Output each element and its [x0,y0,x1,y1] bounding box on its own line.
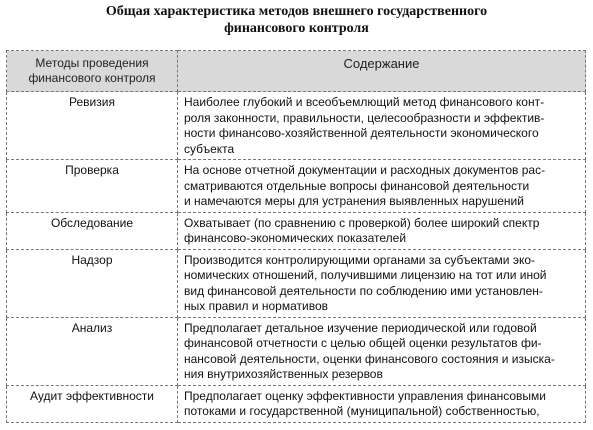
document-title [0,3,593,37]
table-header-row [7,51,586,92]
content-line: потоками и государственной (муниципальной) собственностью, [184,404,540,418]
content-line: финансовой отчетности с целью общей оценки результатов фи- [184,336,542,350]
content-line: Предполагает оценку эффективности управления финансовыми [184,388,547,403]
method-cell: Аудит эффективности [7,385,178,422]
header-methods-line-2: финансового контроля [28,71,156,85]
table-row [7,385,586,422]
table-row [7,92,586,160]
content-line: и намечаются меры для устранения выявленных нарушений [184,194,524,208]
document-title-line-2: финансового контроля [224,21,369,36]
content-line: Охватывает (по сравнению с проверкой) более широкий спектр [184,215,540,230]
content-line: Наиболее глубокий и всеобъемлющий метод финансового конт- [184,95,545,109]
content-cell [178,160,586,213]
method-cell: Обследование [7,212,178,249]
content-cell [178,385,586,422]
content-line: вид финансовой деятельности по соблюдению ими установлен- [184,283,543,298]
method-cell: Ревизия [7,92,178,160]
content-line: Производится контролирующими органами за субъектами эко- [184,252,535,267]
methods-table [6,50,586,423]
table-row [7,249,586,317]
content-line: финансово-экономических показателей [184,231,407,245]
header-content: Содержание [178,51,586,92]
method-cell: Надзор [7,249,178,317]
method-cell: Анализ [7,317,178,385]
content-cell [178,92,586,160]
content-line: сматриваются отдельные вопросы финансовой деятельности [184,178,530,193]
content-cell [178,212,586,249]
content-line: На основе отчетной документации и расходных документов рас- [184,163,546,177]
content-cell [178,249,586,317]
document-title-line-1: Общая характеристика методов внешнего государственного [105,4,488,19]
content-line: нансовой деятельности, оценки финансового состояния и изыска- [184,351,555,366]
method-cell: Проверка [7,160,178,213]
table-row [7,212,586,249]
content-line: ных правил и нормативов [184,299,329,313]
content-line: ности финансово-хозяйственной деятельности экономического [184,126,539,140]
content-line: ния внутрихозяйственных резервов [184,367,383,381]
content-line: номических отношений, получившими лицензию на тот или иной [184,268,547,282]
content-line: роля законности, правильности, целесообразности и эффектив- [184,110,545,125]
content-cell [178,317,586,385]
header-methods-line-1: Методы проведения [35,56,149,70]
header-methods [7,51,178,92]
table-row [7,317,586,385]
content-line: Предполагает детальное изучение периодической или годовой [184,320,537,335]
content-line: субъекта [184,141,235,156]
table-row [7,160,586,213]
